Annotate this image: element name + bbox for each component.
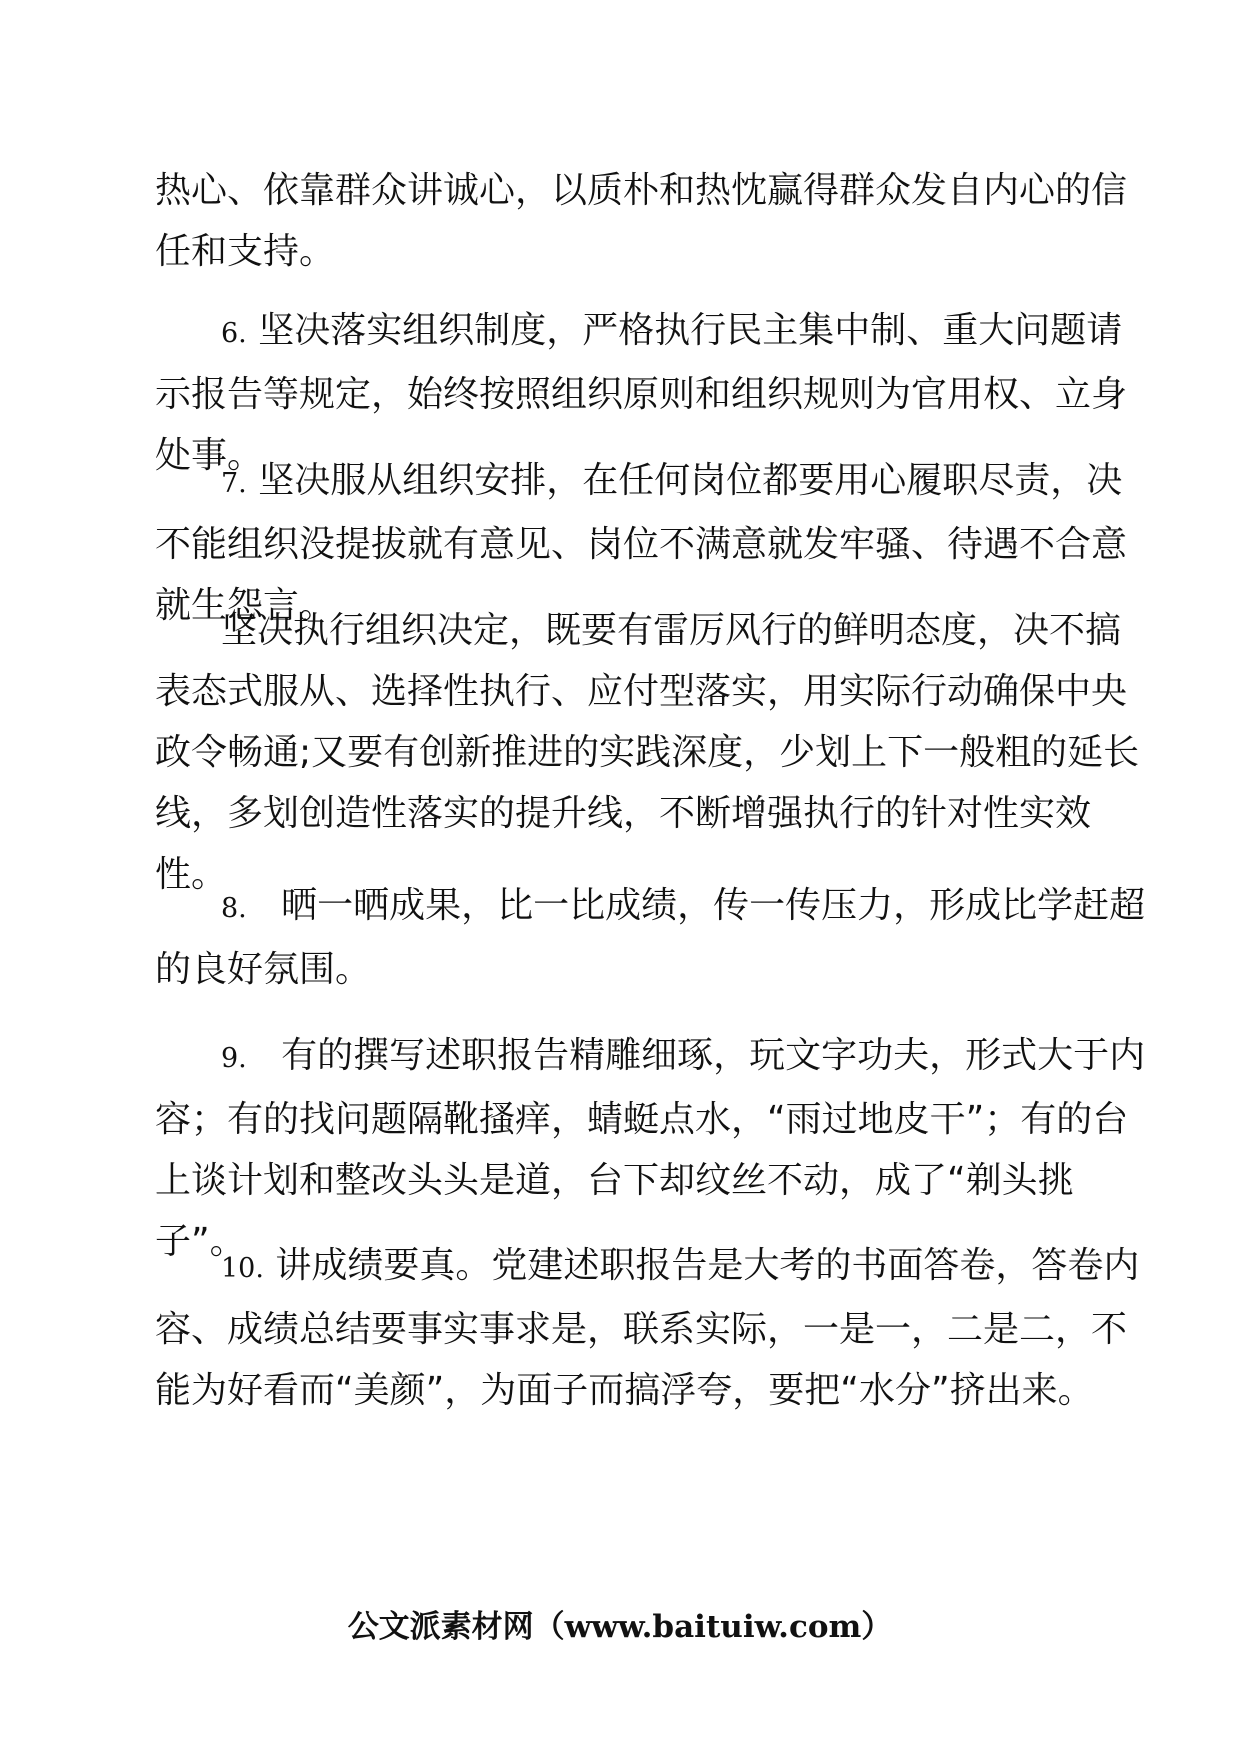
paragraph-text: 坚决服从组织安排，在任何岗位都要用心履职尽责，决不能组织没提拔就有意见、岗位不满意就发牢骚、待遇不合意就生怨言。 [155, 460, 1128, 626]
paragraph-number: 7. [221, 468, 247, 499]
paragraph-7-continued [155, 600, 1155, 905]
paragraph-text: 晒一晒成果，比一比成绩，传一传压力，形成比学赶超的良好氛围。 [155, 885, 1146, 990]
paragraph-number: 8. [221, 893, 247, 924]
paragraph-text: 讲成绩要真。党建述职报告是大考的书面答卷，答卷内容、成绩总结要事实事求是，联系实际，一是一，二是二，不能为好看而“美颜”，为面子而搞浮夸，要把“水分”挤出来。 [155, 1245, 1140, 1411]
paragraph-number: 6. [221, 318, 247, 349]
paragraph-continued [155, 160, 1155, 282]
paragraph-text: 有的撰写述职报告精雕细琢，玩文字功夫，形式大于内容；有的找问题隔靴搔痒，蜻蜓点水，“雨过地皮干”；有的台上谈计划和整改头头是道，台下却纹丝不动，成了“剃头挑子”。 [155, 1035, 1146, 1262]
paragraph-text: 坚决落实组织制度，严格执行民主集中制、重大问题请示报告等规定，始终按照组织原则和组织规则为官用权、立身处事。 [155, 310, 1128, 476]
paragraph-text: 热心、依靠群众讲诚心，以质朴和热忱赢得群众发自内心的信任和支持。 [155, 170, 1128, 272]
paragraph-10 [155, 1235, 1155, 1421]
paragraph-8 [155, 875, 1155, 1000]
paragraph-number: 9. [221, 1043, 247, 1074]
footer-source-link: 公文派素材网（www.baituiw.com） [347, 1609, 893, 1645]
paragraph-number: 10. [221, 1253, 264, 1284]
paragraph-text: 坚决执行组织决定，既要有雷厉风行的鲜明态度，决不搞表态式服从、选择性执行、应付型落实，用实际行动确保中央政令畅通;又要有创新推进的实践深度，少划上下一般粗的延长线，多划创造性落实的提升线，不断增强执行的针对性实效性。 [155, 610, 1140, 895]
